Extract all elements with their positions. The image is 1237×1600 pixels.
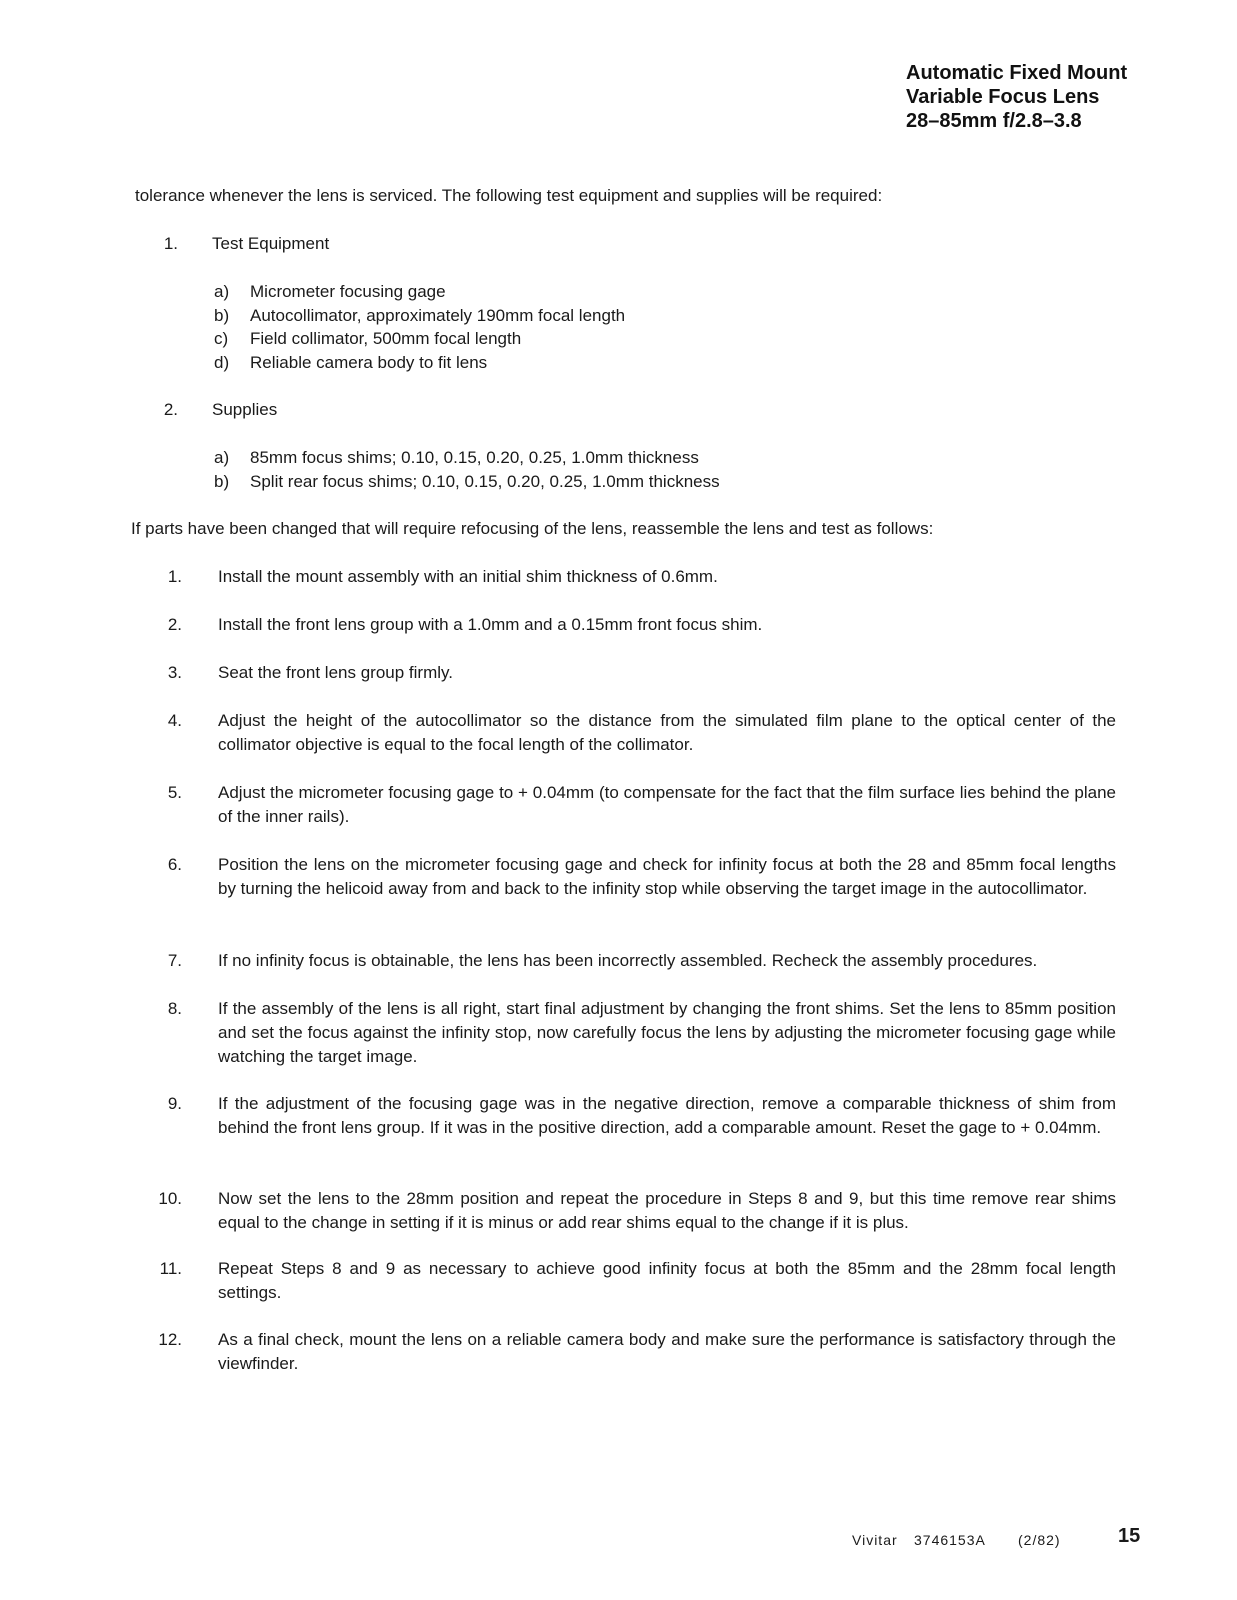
step-text: If the assembly of the lens is all right, start final adjustment by changing the front shims. Set the lens to 85mm position and set the focus against the infinity stop, now carefully focus the lens by adjusting the micrometer focusing gage while watching the target image. xyxy=(218,999,1116,1066)
supplies-number: 2. xyxy=(163,400,178,419)
step-text: If no infinity focus is obtainable, the lens has been incorrectly assembled. Recheck the assembly procedures. xyxy=(218,951,1038,970)
item-text: Micrometer focusing gage xyxy=(250,282,446,301)
step-text: Adjust the micrometer focusing gage to + 0.04mm (to compensate for the fact that the film surface lies behind the plane of the inner rails). xyxy=(218,783,1116,826)
step-number: 7. xyxy=(167,951,182,970)
header-title-line1: Automatic Fixed Mount xyxy=(906,62,1128,84)
procedure-step xyxy=(136,1187,1116,1235)
step-text: Now set the lens to the 28mm position and repeat the procedure in Steps 8 and 9, but this time remove rear shims equal to the change in setting if it is minus or add rear shims equal to the change if it is plus. xyxy=(218,1189,1116,1232)
step-text: Position the lens on the micrometer focusing gage and check for infinity focus at both the 28 and 85mm focal lengths by turning the helicoid away from and back to the infinity stop while observing the target image in the autocollimator. xyxy=(218,855,1116,898)
step-text: If the adjustment of the focusing gage was in the negative direction, remove a comparable thickness of shim from behind the front lens group. If it was in the positive direction, add a comparable amount. Reset the gage to + 0.04mm. xyxy=(218,1094,1116,1137)
step-number: 5. xyxy=(167,783,182,802)
procedure-step xyxy=(136,661,1116,685)
procedure-step xyxy=(136,853,1116,901)
step-number: 3. xyxy=(167,663,182,682)
step-number: 12. xyxy=(158,1330,182,1349)
reassemble-paragraph: If parts have been changed that will require refocusing of the lens, reassemble the lens and test as follows: xyxy=(131,519,934,538)
footer-date: (2/82) xyxy=(1018,1532,1061,1548)
step-number: 6. xyxy=(167,855,182,874)
procedure-step xyxy=(136,949,1116,973)
header-title-line3: 28–85mm f/2.8–3.8 xyxy=(906,110,1082,132)
procedure-step xyxy=(136,997,1116,1069)
item-text: 85mm focus shims; 0.10, 0.15, 0.20, 0.25, 1.0mm thickness xyxy=(250,448,699,467)
step-text: Install the mount assembly with an initial shim thickness of 0.6mm. xyxy=(218,567,718,586)
step-number: 1. xyxy=(167,567,182,586)
step-number: 8. xyxy=(167,999,182,1018)
procedure-step xyxy=(136,709,1116,757)
item-letter: b) xyxy=(214,472,230,491)
step-number: 9. xyxy=(167,1094,182,1113)
item-text: Autocollimator, approximately 190mm focal length xyxy=(250,306,626,325)
procedure-step xyxy=(136,1257,1116,1305)
procedure-step xyxy=(136,1328,1116,1376)
procedure-step xyxy=(136,613,1116,637)
step-number: 2. xyxy=(167,615,182,634)
procedure-step xyxy=(136,781,1116,829)
procedure-step xyxy=(136,1092,1116,1140)
item-text: Field collimator, 500mm focal length xyxy=(250,329,522,348)
step-number: 4. xyxy=(167,711,182,730)
equipment-label: Test Equipment xyxy=(212,234,330,253)
intro-paragraph: tolerance whenever the lens is serviced. The following test equipment and supplies will be required: xyxy=(135,186,883,205)
step-number: 10. xyxy=(158,1189,182,1208)
supplies-label: Supplies xyxy=(212,400,278,419)
footer-brand: Vivitar xyxy=(852,1532,898,1548)
step-text: Install the front lens group with a 1.0mm and a 0.15mm front focus shim. xyxy=(218,615,763,634)
item-letter: d) xyxy=(214,353,230,372)
item-text: Reliable camera body to fit lens xyxy=(250,353,488,372)
step-text: Repeat Steps 8 and 9 as necessary to achieve good infinity focus at both the 85mm and the 28mm focal length settings. xyxy=(218,1259,1116,1302)
step-text: Seat the front lens group firmly. xyxy=(218,663,453,682)
item-text: Split rear focus shims; 0.10, 0.15, 0.20, 0.25, 1.0mm thickness xyxy=(250,472,720,491)
item-letter: b) xyxy=(214,306,230,325)
page-number: 15 xyxy=(1118,1525,1141,1547)
step-text: As a final check, mount the lens on a reliable camera body and make sure the performance is satisfactory through the viewfinder. xyxy=(218,1330,1116,1373)
procedure-step xyxy=(136,565,1116,589)
step-number: 11. xyxy=(159,1259,182,1278)
footer-part-number: 3746153A xyxy=(914,1532,986,1548)
step-text: Adjust the height of the autocollimator so the distance from the simulated film plane to the optical center of the collimator objective is equal to the focal length of the collimator. xyxy=(218,711,1116,754)
item-letter: a) xyxy=(214,282,230,301)
item-letter: c) xyxy=(214,329,229,348)
document-header xyxy=(906,61,1127,133)
item-letter: a) xyxy=(214,448,230,467)
header-title-line2: Variable Focus Lens xyxy=(906,86,1100,108)
equipment-number: 1. xyxy=(163,234,178,253)
